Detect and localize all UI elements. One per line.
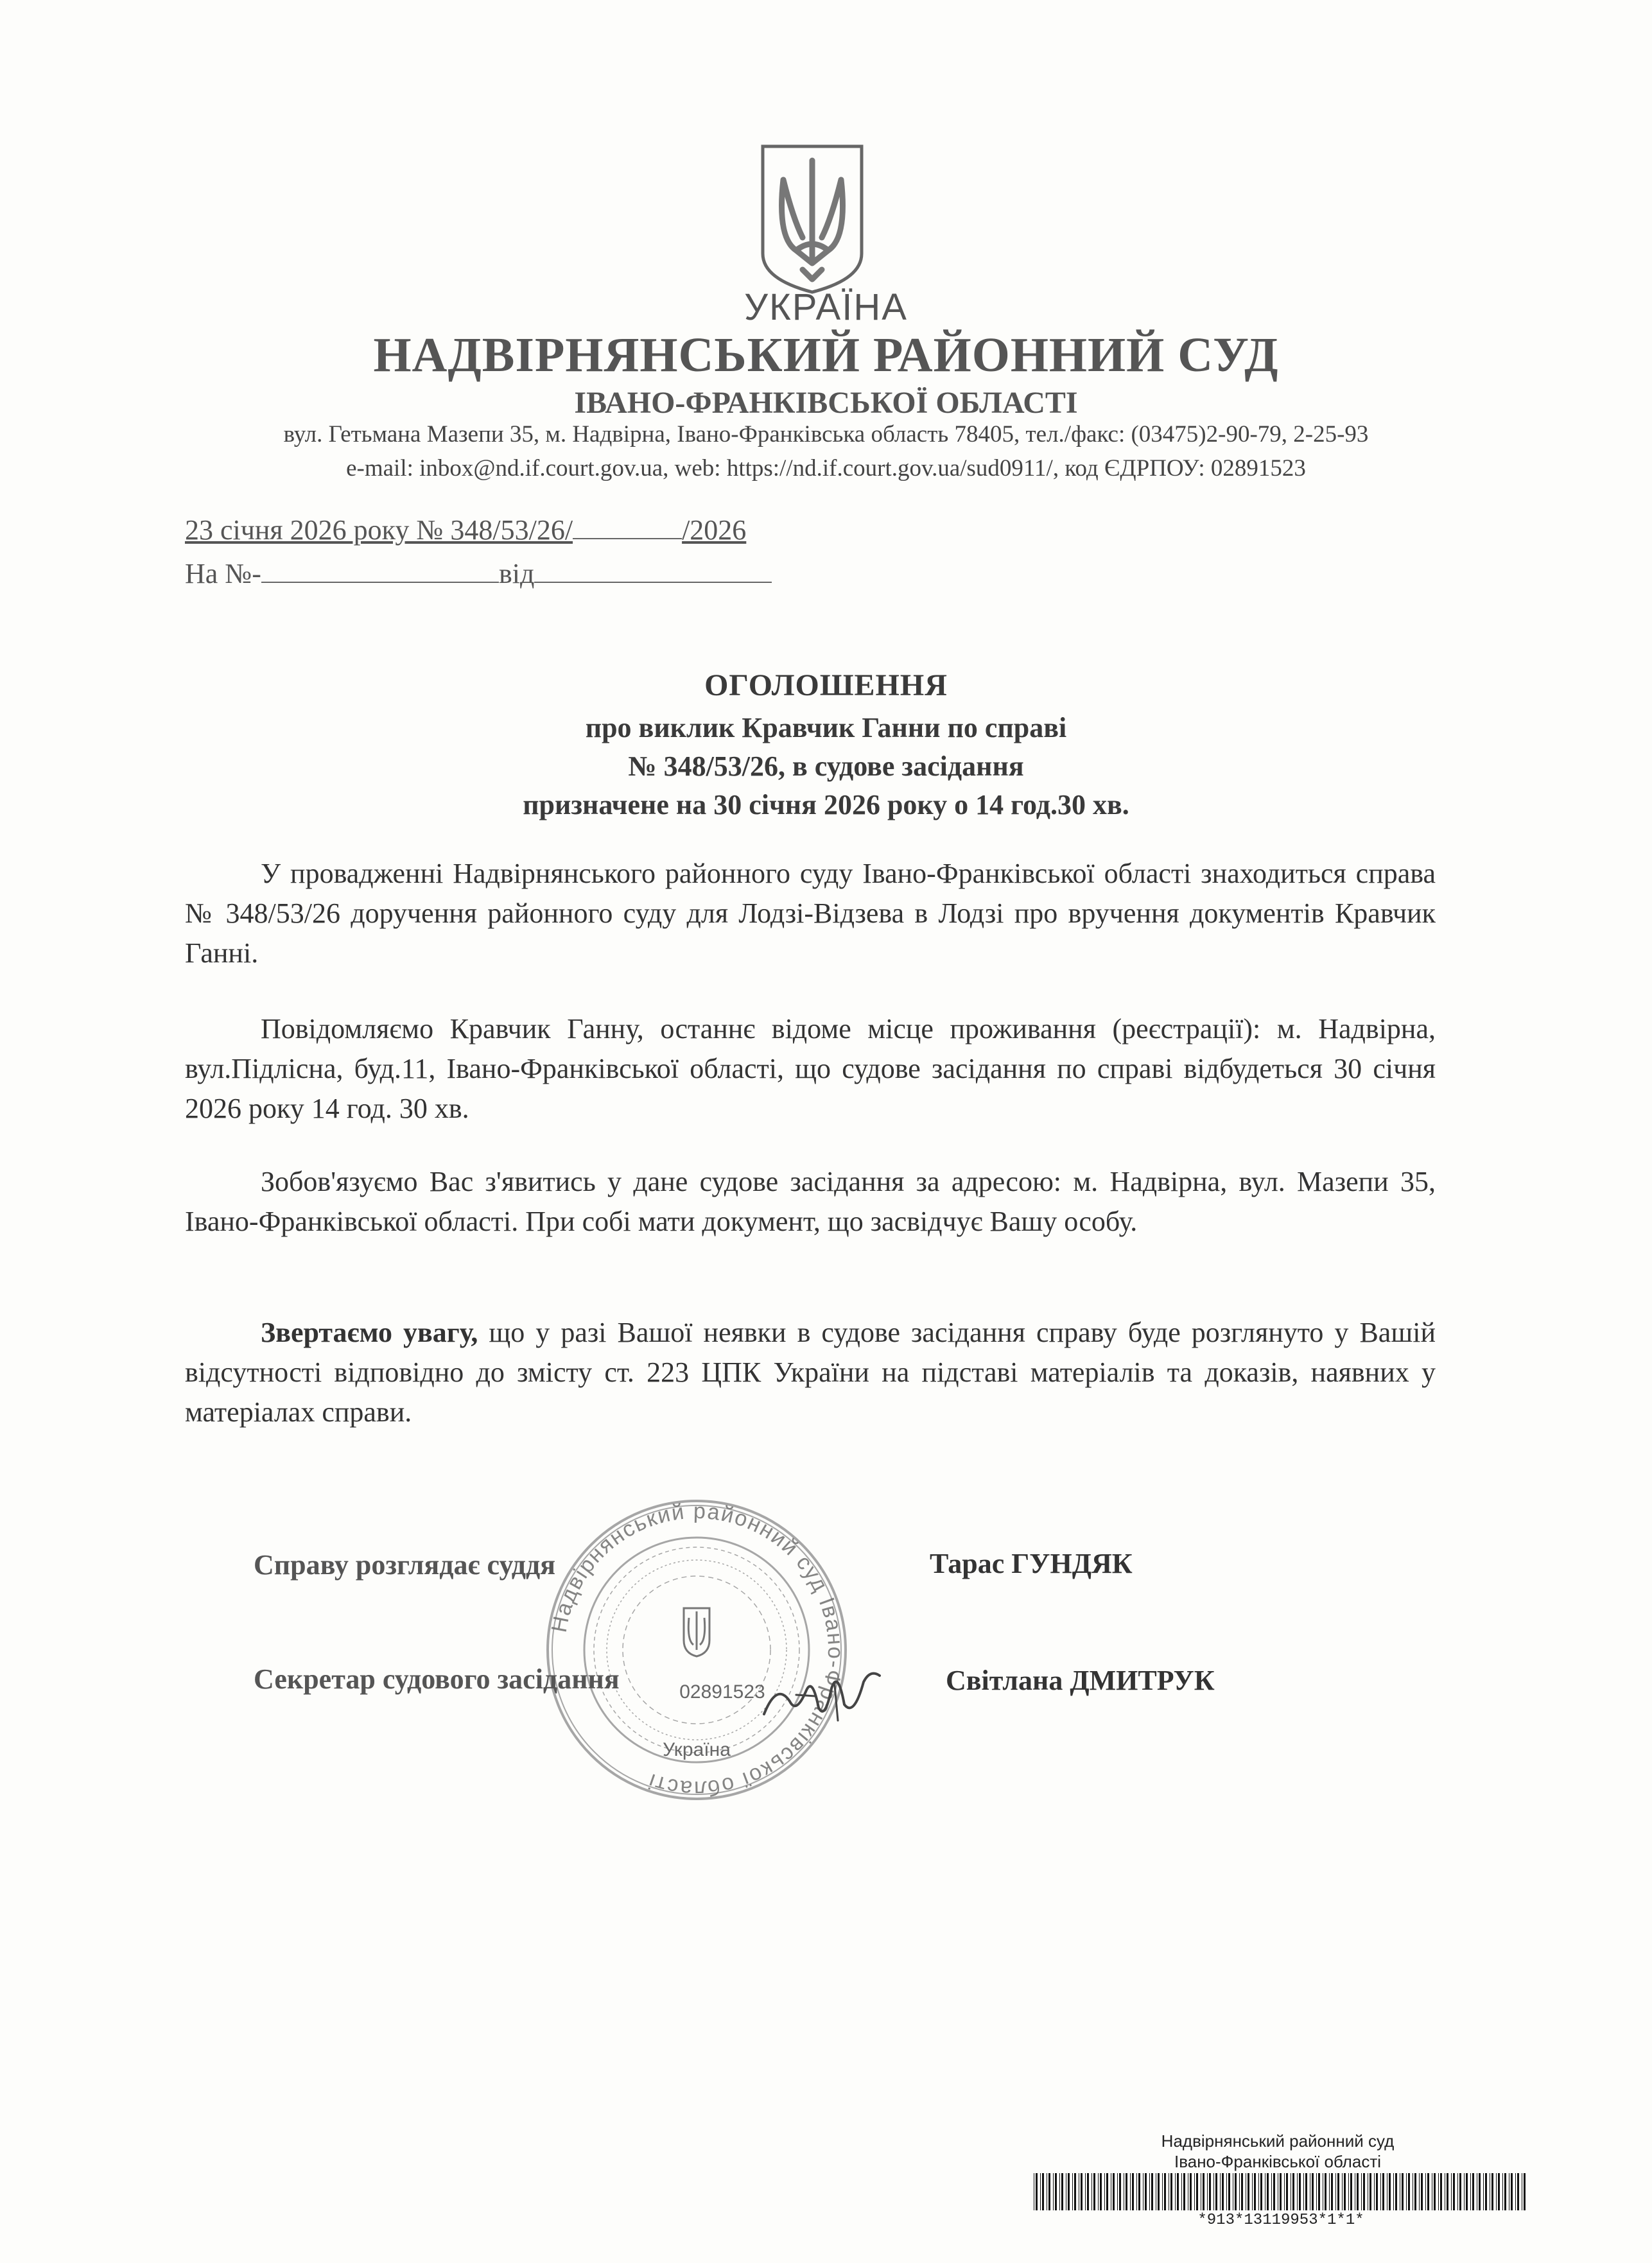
number-suffix: /2026 <box>682 514 747 546</box>
barcode-bar <box>1389 2173 1391 2210</box>
barcode-bar <box>1241 2173 1243 2210</box>
barcode-bar <box>1344 2173 1346 2210</box>
incoming-reference <box>185 557 772 590</box>
barcode-bar <box>1419 2173 1420 2210</box>
barcode-bar <box>1312 2173 1314 2210</box>
barcode-bar <box>1457 2173 1458 2210</box>
announcement-subtitle: про виклик Кравчик Ганни по справі <box>585 712 1067 743</box>
barcode-bar <box>1106 2173 1108 2210</box>
announcement-subtitle: призначене на 30 січня 2026 року о 14 год.30 хв. <box>523 789 1129 820</box>
barcode-bar <box>1175 2173 1176 2210</box>
barcode-bar <box>1305 2173 1307 2210</box>
barcode-bar <box>1151 2173 1153 2210</box>
seal-country: Україна <box>663 1739 731 1760</box>
barcode-bar <box>1100 2173 1102 2210</box>
barcode-bar <box>1515 2173 1516 2210</box>
barcode-bar <box>1132 2173 1134 2210</box>
barcode-bar <box>1055 2173 1057 2210</box>
barcode-bar <box>1451 2173 1452 2210</box>
date-number: 23 січня 2026 року № 348/53/26/ <box>185 514 573 546</box>
barcode-bar <box>1126 2173 1127 2210</box>
barcode-bar <box>1273 2173 1275 2210</box>
barcode-bar <box>1280 2173 1282 2210</box>
barcode-bar <box>1059 2173 1060 2210</box>
court-name: НАДВІРНЯНСЬКИЙ РАЙОННИЙ СУД <box>373 328 1279 382</box>
paragraph-text: Повідомляємо Кравчик Ганну, останнє відоме місце проживання (реєстрації): м. Надвірна, вул.Підлісна, буд.11, Івано-Франківської області, що судове засідання по справі відбудеться 30 січня 2026 року 14 год. 30 хв. <box>185 1013 1436 1124</box>
barcode-bar <box>1181 2173 1182 2210</box>
barcode-bar <box>1421 2173 1423 2210</box>
barcode-bar <box>1464 2173 1465 2210</box>
barcode-bar <box>1524 2173 1526 2210</box>
outgoing-reference <box>185 514 746 546</box>
court-region: ІВАНО-ФРАНКІВСЬКОЇ ОБЛАСТІ <box>574 386 1078 420</box>
barcode-bar <box>1164 2173 1166 2210</box>
judge-name: Тарас ГУНДЯК <box>930 1548 1133 1579</box>
barcode-bar <box>1337 2173 1339 2210</box>
barcode-bar <box>1213 2173 1214 2210</box>
barcode-bar <box>1479 2173 1481 2210</box>
barcode-bar <box>1414 2173 1416 2210</box>
barcode-bar <box>1440 2173 1442 2210</box>
barcode-bar <box>1072 2173 1073 2210</box>
announcement-title: ОГОЛОШЕННЯ <box>704 668 948 702</box>
barcode-bar <box>1363 2173 1365 2210</box>
barcode-bar <box>1485 2173 1487 2210</box>
barcode-bar <box>1252 2173 1253 2210</box>
stamp-court-region: Івано-Франківської області <box>1174 2152 1382 2171</box>
barcode-bar <box>1091 2173 1092 2210</box>
barcode-bar <box>1170 2173 1172 2210</box>
barcode-bar <box>1393 2173 1394 2210</box>
barcode-bar <box>1369 2173 1371 2210</box>
barcode-bar <box>1434 2173 1436 2210</box>
barcode-bar <box>1267 2173 1269 2210</box>
barcode-bar <box>1136 2173 1137 2210</box>
barcode-bar <box>1292 2173 1294 2210</box>
barcode-bar <box>1402 2173 1404 2210</box>
barcode-bar <box>1053 2173 1054 2210</box>
barcode-bar <box>1318 2173 1320 2210</box>
barcode-bar <box>1098 2173 1099 2210</box>
barcode-bar <box>1177 2173 1179 2210</box>
barcode-bar <box>1162 2173 1163 2210</box>
handwritten-signature <box>758 1656 886 1733</box>
court-contacts: e-mail: inbox@nd.if.court.gov.ua, web: https://nd.if.court.gov.ua/sud0911/, код ЄДРПОУ: 02891523 <box>346 455 1306 481</box>
paragraph-text: Зобов'язуємо Вас з'явитись у дане судове засідання за адресою: м. Надвірна, вул. Мазепи 35, Івано-Франківської області. При собі мати документ, що засвідчує Вашу особу. <box>185 1166 1436 1237</box>
barcode-bar <box>1036 2173 1038 2210</box>
seal-ring-text: Надвірнянський районний суд Івано-Франківської області <box>546 1498 848 1801</box>
barcode-bar <box>1447 2173 1448 2210</box>
blank-field <box>534 559 772 583</box>
paragraph-emphasis: Звертаємо увагу, <box>261 1317 478 1348</box>
barcode-bar <box>1502 2173 1503 2210</box>
barcode-bar <box>1376 2173 1378 2210</box>
barcode-bar <box>1113 2173 1115 2210</box>
paragraph-text: У провадженні Надвірнянського районного суду Івано-Франківської області знаходиться справа № 348/53/26 доручення районного суду для Лодзі-Відзева в Лодзі про вручення документів Кравчик Ганні. <box>185 858 1436 969</box>
barcode-bar <box>1331 2173 1333 2210</box>
barcode-bar <box>1068 2173 1070 2210</box>
barcode-bar <box>1491 2173 1493 2210</box>
barcode-bar <box>1504 2173 1506 2210</box>
barcode-bar <box>1483 2173 1484 2210</box>
reply-from: від <box>498 558 535 589</box>
barcode-bar <box>1425 2173 1426 2210</box>
announcement-subtitle: № 348/53/26, в судове засідання <box>628 750 1024 782</box>
barcode-bar <box>1149 2173 1150 2210</box>
barcode-bar <box>1408 2173 1410 2210</box>
paragraph-text: що у разі Вашої неявки в судове засідання справу буде розглянуто у Вашій відсутності відповідно до змісту ст. 223 ЦПК України на підставі матеріалів та доказів, наявних у матеріалах справи. <box>185 1317 1436 1428</box>
barcode-text: *913*13119953*1*1* <box>1197 2212 1364 2229</box>
paragraph <box>185 1313 1436 1432</box>
barcode-bar <box>1284 2173 1285 2210</box>
barcode-bar <box>1194 2173 1195 2210</box>
barcode-bar <box>1406 2173 1407 2210</box>
barcode-bar <box>1117 2173 1118 2210</box>
barcode-bar <box>1342 2173 1343 2210</box>
barcode-bar <box>1226 2173 1227 2210</box>
barcode-bar <box>1350 2173 1352 2210</box>
barcode-bar <box>1258 2173 1259 2210</box>
barcode-bar <box>1248 2173 1249 2210</box>
coat-of-arms-icon <box>758 141 867 295</box>
barcode-bar <box>1074 2173 1076 2210</box>
barcode-bar <box>1348 2173 1349 2210</box>
barcode-bar <box>1222 2173 1224 2210</box>
secretary-label: Секретар судового засідання <box>254 1663 620 1695</box>
barcode-bar <box>1130 2173 1131 2210</box>
seal-code: 02891523 <box>679 1681 765 1703</box>
barcode-bar <box>1498 2173 1500 2210</box>
stamp-court-name: Надвірнянський районний суд <box>1161 2131 1395 2151</box>
barcode-bar <box>1325 2173 1326 2210</box>
barcode-bar <box>1361 2173 1362 2210</box>
barcode-bar <box>1286 2173 1288 2210</box>
barcode-bar <box>1196 2173 1198 2210</box>
barcode-bar <box>1380 2173 1381 2210</box>
barcode-bar <box>1048 2173 1050 2210</box>
barcode-bar <box>1138 2173 1140 2210</box>
barcode-bar <box>1209 2173 1211 2210</box>
barcode-bar <box>1438 2173 1439 2210</box>
barcode-bar <box>1335 2173 1336 2210</box>
secretary-name: Світлана ДМИТРУК <box>946 1665 1215 1696</box>
barcode-bar <box>1235 2173 1237 2210</box>
barcode-bar <box>1093 2173 1095 2210</box>
barcode-bar <box>1042 2173 1044 2210</box>
barcode-bar <box>1215 2173 1217 2210</box>
barcode-bar <box>1395 2173 1397 2210</box>
barcode-bar <box>1158 2173 1160 2210</box>
court-seal <box>536 1496 857 1804</box>
barcode-bar <box>1453 2173 1455 2210</box>
barcode-bar <box>1040 2173 1041 2210</box>
judge-label: Справу розглядає суддя <box>254 1549 556 1581</box>
barcode-bar <box>1271 2173 1272 2210</box>
barcode-bar <box>1496 2173 1497 2210</box>
barcode-bar <box>1061 2173 1063 2210</box>
barcode-bar <box>1190 2173 1192 2210</box>
barcode-bar <box>1087 2173 1089 2210</box>
paragraph <box>185 1162 1436 1242</box>
barcode-bar <box>1427 2173 1429 2210</box>
barcode-bar <box>1119 2173 1121 2210</box>
barcode <box>1034 2173 1528 2210</box>
barcode-bar <box>1329 2173 1330 2210</box>
barcode-bar <box>1316 2173 1317 2210</box>
barcode-bar <box>1228 2173 1230 2210</box>
barcode-bar <box>1104 2173 1105 2210</box>
blank-field <box>573 515 682 539</box>
barcode-bar <box>1203 2173 1204 2210</box>
court-address: вул. Гетьмана Мазепи 35, м. Надвірна, Івано-Франківська область 78405, тел./факс: (03475)2-90-79, 2-25-93 <box>283 421 1369 447</box>
barcode-bar <box>1357 2173 1359 2210</box>
barcode-bar <box>1517 2173 1519 2210</box>
barcode-bar <box>1207 2173 1208 2210</box>
reply-prefix: На №- <box>185 558 261 589</box>
barcode-bar <box>1459 2173 1461 2210</box>
barcode-bar <box>1183 2173 1185 2210</box>
barcode-bar <box>1145 2173 1147 2210</box>
paragraph <box>185 1009 1436 1129</box>
barcode-bar <box>1081 2173 1082 2210</box>
barcode-bar <box>1239 2173 1240 2210</box>
barcode-bar <box>1254 2173 1256 2210</box>
country-heading: УКРАЇНА <box>744 286 908 328</box>
paragraph <box>185 854 1436 973</box>
barcode-bar <box>1472 2173 1474 2210</box>
barcode-bar <box>1374 2173 1375 2210</box>
barcode-bar <box>1085 2173 1086 2210</box>
blank-field <box>261 559 499 583</box>
barcode-bar <box>1297 2173 1298 2210</box>
barcode-bar <box>1299 2173 1301 2210</box>
barcode-bar <box>1260 2173 1262 2210</box>
barcode-bar <box>1470 2173 1471 2210</box>
barcode-bar <box>1220 2173 1221 2210</box>
barcode-bar <box>1303 2173 1304 2210</box>
barcode-bar <box>1382 2173 1384 2210</box>
barcode-bar <box>1466 2173 1468 2210</box>
barcode-bar <box>1511 2173 1513 2210</box>
